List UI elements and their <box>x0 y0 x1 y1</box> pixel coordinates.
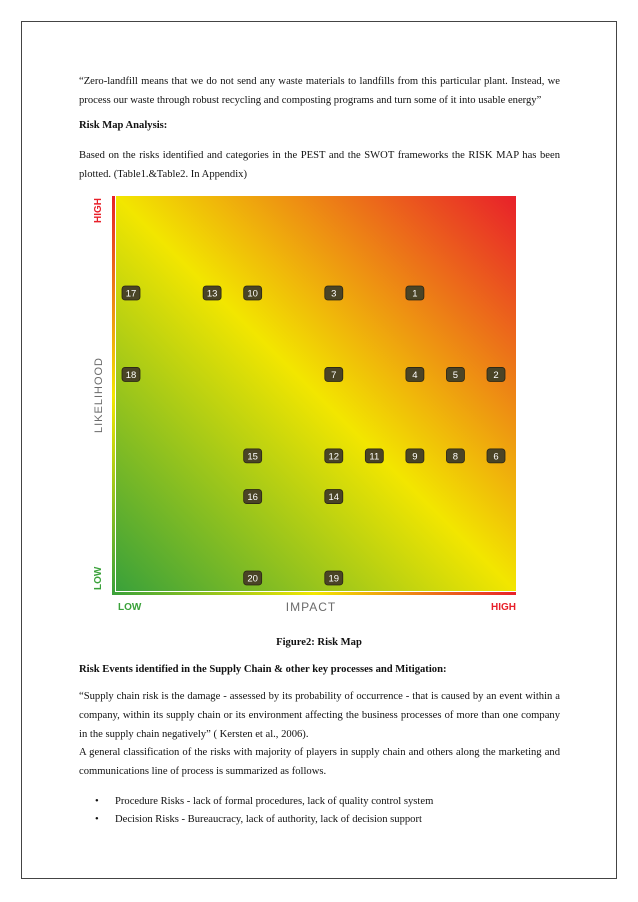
bullet-text: Decision Risks - Bureaucracy, lack of authority, lack of decision support <box>115 814 422 825</box>
bullet-text: Procedure Risks - lack of formal procedures, lack of quality control system <box>115 796 434 807</box>
risk-marker-18 <box>122 367 140 381</box>
risk-marker-14 <box>325 490 343 504</box>
risk-marker-2 <box>487 367 505 381</box>
risk-marker-5 <box>446 367 464 381</box>
risk-marker-label: 18 <box>125 369 137 381</box>
x-axis-line <box>112 592 516 595</box>
risk-marker-label: 13 <box>206 288 218 300</box>
risk-marker-label: 14 <box>328 492 340 504</box>
risk-map-chart <box>86 190 521 618</box>
risk-marker-label: 8 <box>452 451 459 463</box>
risk-marker-15 <box>244 449 262 463</box>
risk-events-heading: Risk Events identified in the Supply Chain & other key processes and Mitigation: <box>79 664 447 675</box>
risk-marker-label: 11 <box>369 451 380 463</box>
risk-map-paragraph: Based on the risks identified and categories in the PEST and the SWOT frameworks the RISK MAP has been plotted. (Table1.&Table2. In Appendix) <box>79 150 560 180</box>
x-high-label: HIGH <box>491 602 516 613</box>
y-high-label: HIGH <box>93 198 104 223</box>
x-axis-title: IMPACT <box>285 600 337 614</box>
list-item <box>95 793 433 811</box>
risk-marker-label: 10 <box>247 288 258 300</box>
risk-marker-label: 7 <box>331 369 337 381</box>
risk-marker-label: 12 <box>328 451 340 463</box>
risk-marker-7 <box>325 367 343 381</box>
risk-map-figure <box>86 190 521 618</box>
risk-marker-label: 9 <box>412 451 418 463</box>
heatmap-background <box>116 196 516 591</box>
y-low-label: LOW <box>93 566 104 590</box>
y-axis-line <box>112 196 115 595</box>
risk-marker-20 <box>244 571 262 585</box>
risk-marker-label: 16 <box>247 492 258 504</box>
risk-marker-16 <box>244 490 262 504</box>
risk-marker-label: 15 <box>247 451 258 463</box>
risk-marker-10 <box>244 286 262 300</box>
risk-marker-4 <box>406 367 424 381</box>
risk-marker-3 <box>325 286 343 300</box>
classification-paragraph: A general classification of the risks with majority of players in supply chain and others along the marketing and communications line of process is summarized as follows. <box>79 747 560 777</box>
risk-marker-12 <box>325 449 343 463</box>
figure-caption: Figure2: Risk Map <box>276 637 362 648</box>
risk-marker-label: 17 <box>125 288 137 300</box>
risk-marker-label: 6 <box>493 451 499 463</box>
bullet-icon: • <box>95 796 99 807</box>
bullet-icon: • <box>95 814 99 825</box>
risk-map-heading: Risk Map Analysis: <box>79 120 168 131</box>
risk-marker-13 <box>203 286 221 300</box>
risk-marker-9 <box>406 449 424 463</box>
list-item <box>95 811 433 829</box>
x-low-label: LOW <box>118 602 142 613</box>
risk-marker-8 <box>446 449 464 463</box>
supply-chain-quote: “Supply chain risk is the damage - assessed by its probability of occurrence - that is caused by an event within a company, within its supply chain or its environment affecting the business processes of more than one company in the supply chain negatively” ( Kersten et al., 2006). <box>79 691 560 740</box>
risk-marker-label: 20 <box>247 573 258 585</box>
risk-marker-6 <box>487 449 505 463</box>
risk-marker-19 <box>325 571 343 585</box>
risk-bullet-list <box>95 793 433 829</box>
risk-marker-label: 1 <box>412 288 418 300</box>
risk-marker-11 <box>365 449 383 463</box>
risk-marker-label: 19 <box>328 573 340 585</box>
risk-marker-1 <box>406 286 424 300</box>
risk-marker-label: 5 <box>452 369 459 381</box>
risk-marker-label: 4 <box>412 369 418 381</box>
intro-quote: “Zero-landfill means that we do not send any waste materials to landfills from this particular plant. Instead, we process our waste through robust recycling and composting programs and turn some of it into usable energy” <box>79 76 560 106</box>
risk-marker-label: 2 <box>493 369 499 381</box>
risk-marker-17 <box>122 286 140 300</box>
y-axis-title: LIKELIHOOD <box>93 356 105 434</box>
risk-marker-label: 3 <box>331 288 337 300</box>
